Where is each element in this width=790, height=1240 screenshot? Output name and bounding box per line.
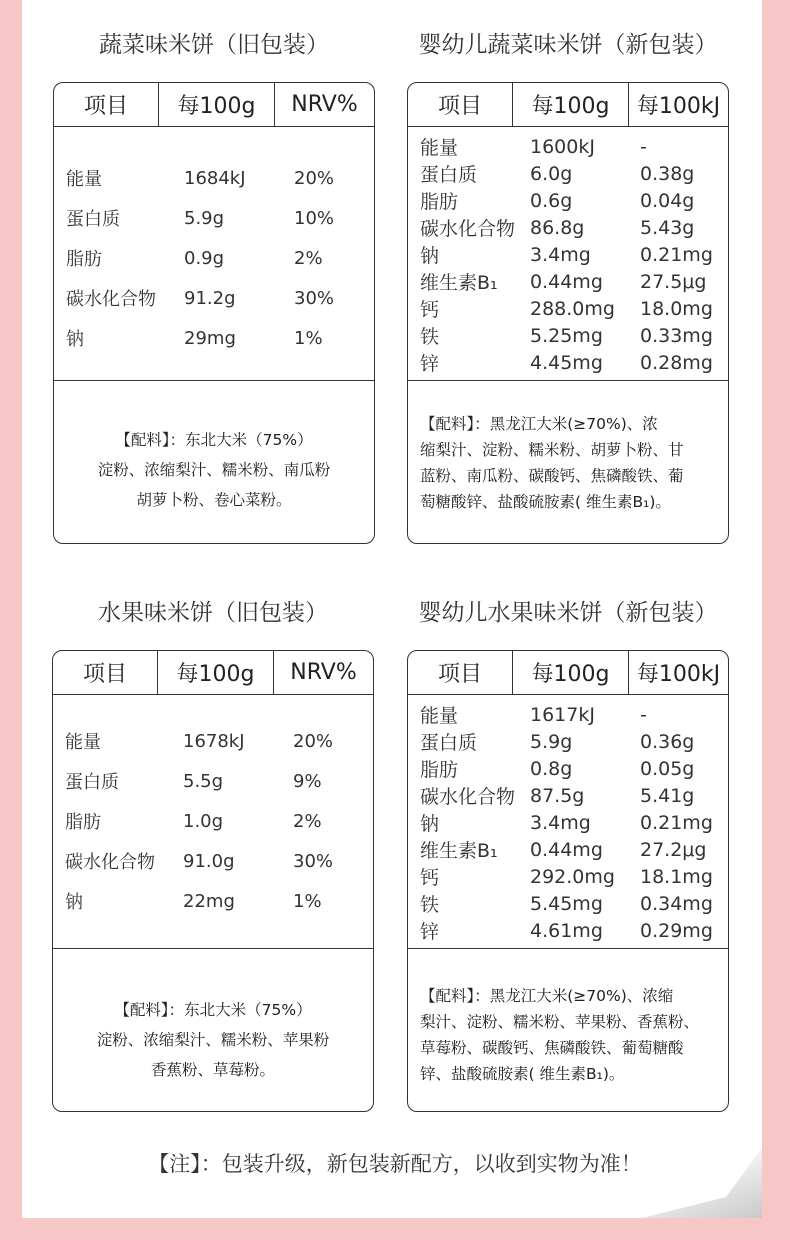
table-row: 钠 22mg 1%	[65, 890, 322, 913]
table-row: 锌 4.61mg 0.29mg	[420, 919, 713, 943]
header-nrv: NRV%	[290, 660, 357, 685]
header-nrv: NRV%	[291, 92, 358, 117]
table-row: 钠 3.4mg 0.21mg	[420, 811, 713, 835]
table-row: 能量 1617kJ -	[420, 703, 647, 727]
table-row: 钙 292.0mg 18.1mg	[420, 865, 713, 889]
nutrition-card	[407, 82, 729, 544]
table-header	[408, 83, 728, 127]
table-row: 蛋白质 5.9g 0.36g	[420, 730, 695, 754]
header-per100g: 每100g	[159, 83, 275, 126]
ingredients: 【配料】：黑龙江大米(≥70%)、浓 缩梨汁、淀粉、糯米粉、胡萝卜粉、甘 蓝粉、南瓜粉、碳酸钙、焦磷酸铁、葡 萄糖酸锌、盐酸硫胺素( 维生素B₁)。	[420, 415, 684, 511]
table-row: 铁 5.45mg 0.34mg	[420, 892, 713, 916]
nutrition-card	[407, 650, 729, 1112]
table-row: 铁 5.25mg 0.33mg	[420, 324, 713, 348]
ingredients: 【配料】：东北大米（75%） 淀粉、浓缩梨汁、糯米粉、南瓜粉 胡萝卜粉、卷心菜粉。	[97, 431, 331, 509]
header-per100kj: 每100kJ	[636, 662, 721, 687]
header-item: 项目	[53, 651, 158, 694]
nutrition-rows	[53, 695, 373, 949]
table-row: 碳水化合物 86.8g 5.43g	[420, 216, 695, 240]
header-per100kj: 每100kJ	[636, 94, 721, 119]
table-row: 脂肪 0.6g 0.04g	[420, 189, 695, 213]
header-per100g: 每100g	[513, 83, 629, 126]
table-header	[408, 651, 728, 695]
panel-title: 水果味米饼（旧包装）	[98, 600, 328, 626]
table-row: 脂肪 1.0g 2%	[65, 810, 322, 833]
table-row: 蛋白质 6.0g 0.38g	[420, 162, 695, 186]
table-row: 锌 4.45mg 0.28mg	[420, 351, 713, 375]
header-per100g: 每100g	[158, 651, 274, 694]
table-row: 蛋白质 5.9g 10%	[66, 207, 335, 230]
header-item: 项目	[408, 651, 513, 694]
table-row: 维生素B₁ 0.44mg 27.5μg	[420, 270, 707, 294]
table-header	[53, 651, 373, 695]
nutrition-rows	[408, 695, 728, 949]
table-row: 脂肪 0.8g 0.05g	[420, 757, 695, 781]
table-row: 脂肪 0.9g 2%	[66, 247, 323, 270]
table-row: 蛋白质 5.5g 9%	[65, 770, 322, 793]
nutrition-rows	[408, 127, 728, 381]
table-row: 能量 1684kJ 20%	[66, 167, 335, 190]
table-row: 钠 29mg 1%	[66, 327, 323, 350]
nutrition-card	[52, 650, 374, 1112]
nutrition-card	[53, 82, 375, 544]
table-header	[54, 83, 374, 127]
ingredients: 【配料】：黑龙江大米(≥70%)、浓缩 梨汁、淀粉、糯米粉、苹果粉、香蕉粉、 草莓粉、碳酸钙、焦磷酸铁、葡萄糖酸 锌、盐酸硫胺素( 维生素B₁)。	[420, 987, 700, 1083]
panel-title: 婴幼儿蔬菜味米饼（新包装）	[418, 32, 718, 58]
table-row: 维生素B₁ 0.44mg 27.2μg	[420, 838, 707, 862]
ingredients: 【配料】：东北大米（75%） 淀粉、浓缩梨汁、糯米粉、苹果粉 香蕉粉、草莓粉。	[96, 1001, 330, 1079]
table-row: 能量 1600kJ -	[420, 135, 647, 159]
table-row: 能量 1678kJ 20%	[65, 730, 334, 753]
nutrition-rows	[54, 127, 374, 381]
header-per100g: 每100g	[513, 651, 629, 694]
table-row: 钙 288.0mg 18.0mg	[420, 297, 713, 321]
header-item: 项目	[54, 83, 159, 126]
table-row: 碳水化合物 87.5g 5.41g	[420, 784, 695, 808]
table-row: 钠 3.4mg 0.21mg	[420, 243, 713, 267]
footer-note: 【注】：包装升级，新包装新配方，以收到实物为准！	[148, 1152, 642, 1176]
header-item: 项目	[408, 83, 513, 126]
panel-title: 蔬菜味米饼（旧包装）	[99, 32, 329, 58]
table-row: 碳水化合物 91.0g 30%	[65, 850, 334, 873]
panel-title: 婴幼儿水果味米饼（新包装）	[418, 600, 718, 626]
table-row: 碳水化合物 91.2g 30%	[66, 287, 335, 310]
